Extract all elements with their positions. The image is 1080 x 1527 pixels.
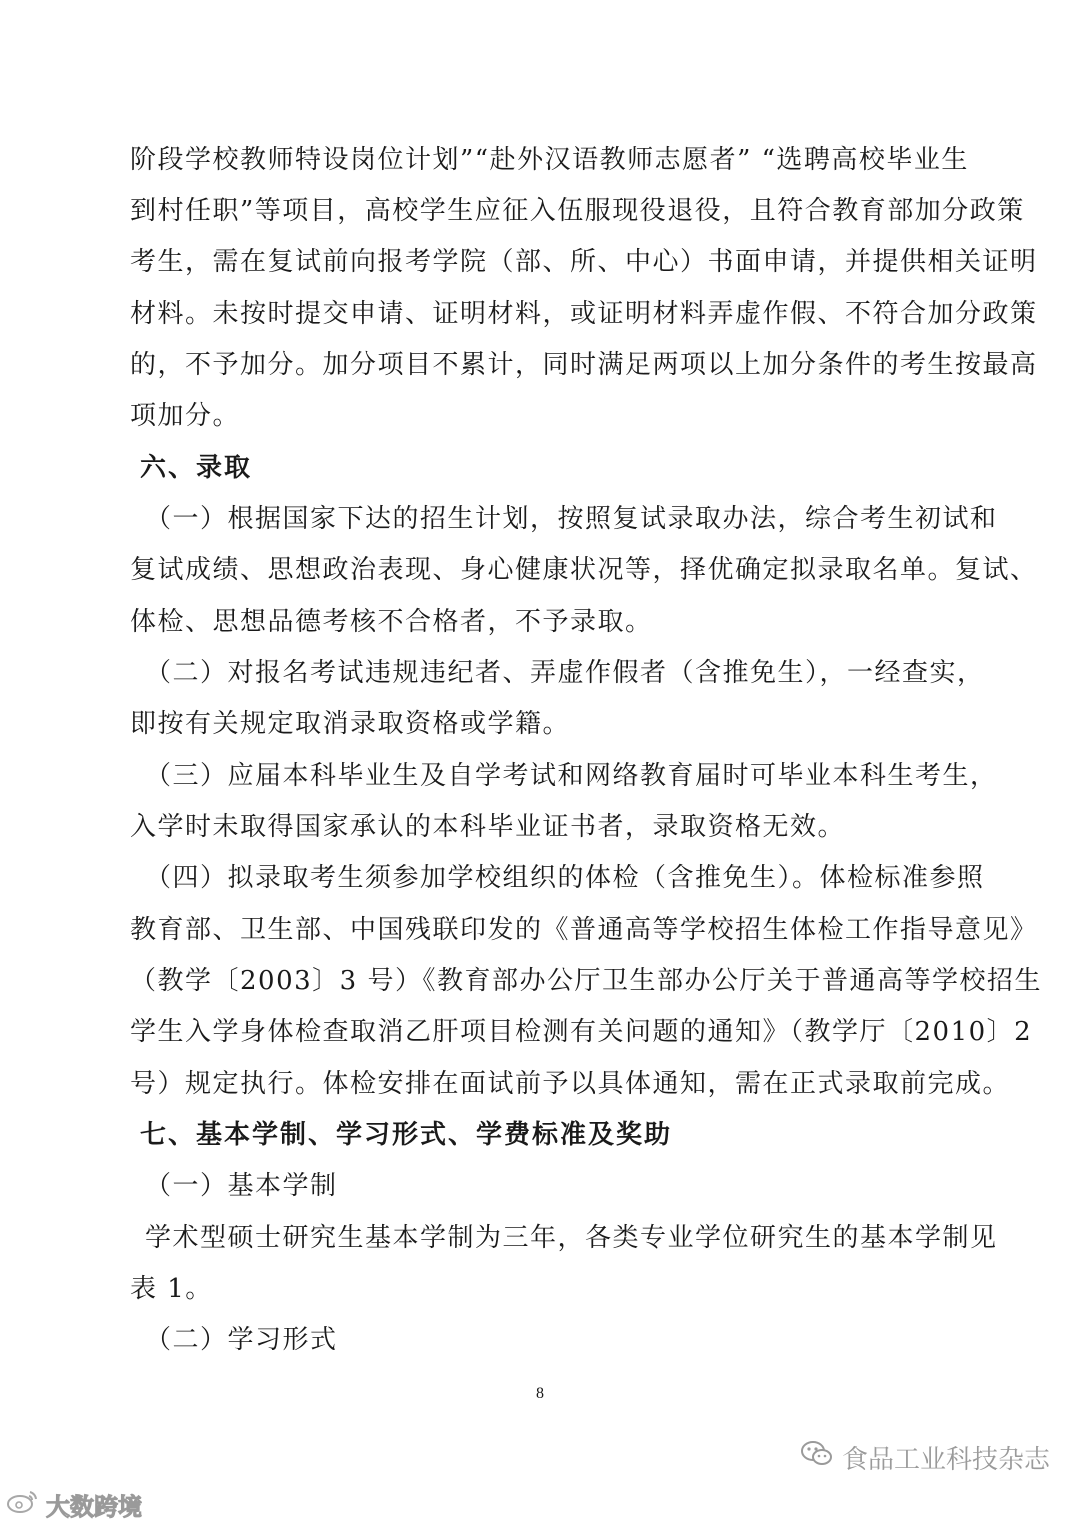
body-line: 阶段学校教师特设岗位计划”“赴外汉语教师志愿者” “选聘高校毕业生: [130, 145, 969, 175]
body-line: 入学时未取得国家承认的本科毕业证书者，录取资格无效。: [130, 812, 846, 842]
subsection-heading: （二）学习形式: [145, 1325, 338, 1355]
section-heading: 七、基本学制、学习形式、学费标准及奖助: [140, 1120, 673, 1150]
section-heading: 六、录取: [140, 453, 253, 483]
body-line: 号）规定执行。体检安排在面试前予以具体通知，需在正式录取前完成。: [130, 1069, 1011, 1099]
watermark-wechat: [800, 1437, 1050, 1477]
body-line: 考生，需在复试前向报考学院（部、所、中心）书面申请，并提供相关证明: [130, 247, 1038, 277]
body-line: 材料。未按时提交申请、证明材料，或证明材料弄虚作假、不符合加分政策: [130, 299, 1038, 329]
body-line: 到村任职”等项目，高校学生应征入伍服现役退役，且符合教育部加分政策: [130, 196, 1025, 226]
body-line: 项加分。: [130, 401, 241, 431]
watermark-right-text: 食品工业科技杂志: [841, 1444, 1050, 1475]
weibo-icon: [6, 1488, 40, 1520]
body-line: 复试成绩、思想政治表现、身心健康状况等，择优确定拟录取名单。复试、: [130, 555, 1038, 585]
body-line: 教育部、卫生部、中国残联印发的《普通高等学校招生体检工作指导意见》: [130, 915, 1038, 945]
watermark-weibo: [6, 1485, 142, 1523]
body-line: 即按有关规定取消录取资格或学籍。: [130, 709, 571, 739]
watermark-left-text: 大数跨境: [46, 1492, 142, 1521]
wechat-icon: [800, 1439, 834, 1476]
body-line: 体检、思想品德考核不合格者，不予录取。: [130, 607, 653, 637]
body-line: 表 1。: [130, 1274, 213, 1304]
body-line: （教学〔2003〕3 号）《教育部办公厅卫生部办公厅关于普通高等学校招生: [130, 966, 1042, 996]
body-line: （三）应届本科毕业生及自学考试和网络教育届时可毕业本科生考生，: [145, 761, 998, 791]
body-line: 的，不予加分。加分项目不累计，同时满足两项以上加分条件的考生按最高: [130, 350, 1038, 380]
body-line: 学生入学身体检查取消乙肝项目检测有关问题的通知》（教学厅〔2010〕2: [130, 1017, 1033, 1047]
body-line: 学术型硕士研究生基本学制为三年，各类专业学位研究生的基本学制见: [145, 1223, 998, 1253]
subsection-heading: （一）基本学制: [145, 1171, 338, 1201]
body-line: （一）根据国家下达的招生计划，按照复试录取办法，综合考生初试和: [145, 504, 998, 534]
body-line: （四）拟录取考生须参加学校组织的体检（含推免生）。体检标准参照: [145, 863, 985, 893]
page-number: 8: [536, 1385, 544, 1402]
body-line: （二）对报名考试违规违纪者、弄虚作假者（含推免生），一经查实，: [145, 658, 985, 688]
